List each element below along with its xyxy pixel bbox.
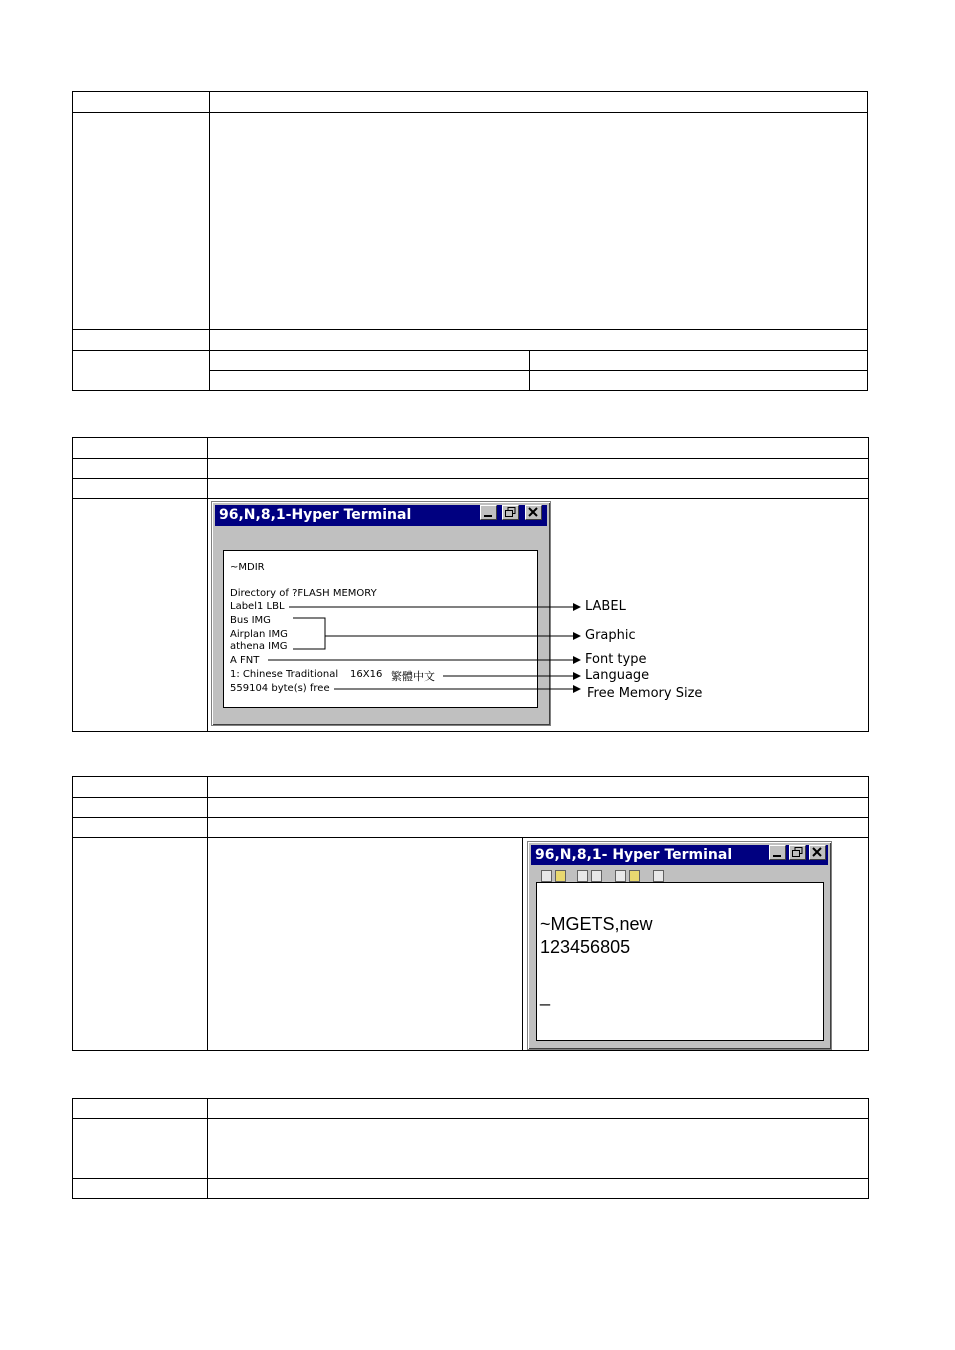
terminal-line: 123456805 — [540, 937, 631, 957]
table-4 — [72, 1098, 869, 1199]
restore-icon[interactable] — [502, 505, 519, 520]
table-2-cell — [208, 479, 869, 499]
callout-free-memory-size: Free Memory Size — [587, 686, 703, 701]
terminal-line: ~MGETS,new — [540, 914, 653, 934]
table-3-cell — [208, 818, 869, 838]
table-4-cell — [73, 1179, 208, 1199]
terminal-line: Label1 LBL — [230, 601, 285, 612]
table-2-cell — [73, 438, 208, 459]
restore-icon[interactable] — [789, 845, 806, 860]
receive-icon[interactable] — [629, 870, 640, 882]
terminal-line: Airplan IMG — [230, 629, 288, 640]
table-1-cell — [210, 330, 868, 351]
terminal-line: ~MDIR — [230, 562, 265, 573]
table-1-cell — [73, 330, 210, 351]
table-1-cell — [210, 92, 868, 113]
connect-icon[interactable] — [577, 870, 588, 882]
close-icon[interactable] — [525, 505, 542, 520]
callout-font-type: Font type — [585, 652, 647, 667]
table-1-cell — [73, 113, 210, 330]
terminal-line: A FNT — [230, 655, 260, 666]
table-1-cell — [210, 351, 530, 371]
minimize-icon[interactable] — [480, 505, 497, 520]
table-1-cell — [530, 371, 868, 391]
table-2-cell — [208, 438, 869, 459]
table-1-cell — [73, 351, 210, 391]
table-3-cell — [208, 838, 523, 1051]
table-3-cell — [73, 818, 208, 838]
table-1-cell — [73, 92, 210, 113]
terminal-line: 繁體中文 — [391, 670, 435, 683]
callout-language: Language — [585, 668, 650, 683]
table-4-cell — [208, 1179, 869, 1199]
terminal-line: Bus IMG — [230, 615, 271, 626]
callout-label: LABEL — [585, 599, 626, 614]
terminal-line: Directory of ?FLASH MEMORY — [230, 588, 377, 599]
table-1-cell — [530, 351, 868, 371]
close-icon[interactable] — [809, 845, 826, 860]
minimize-icon[interactable] — [769, 845, 786, 860]
terminal-screen-2 — [536, 882, 824, 1041]
table-3-cell — [208, 777, 869, 798]
table-1 — [72, 91, 868, 391]
table-2-cell — [73, 459, 208, 479]
table-4-cell — [208, 1099, 869, 1119]
terminal-line: 1: Chinese Traditional — [230, 669, 339, 680]
table-2-cell — [208, 459, 869, 479]
table-2-cell — [73, 479, 208, 499]
table-3-cell — [73, 777, 208, 798]
table-4-cell — [73, 1099, 208, 1119]
terminal-line: 559104 byte(s) free — [230, 683, 330, 694]
table-3-cell — [73, 798, 208, 818]
properties-icon[interactable] — [653, 870, 664, 882]
disconnect-icon[interactable] — [591, 870, 602, 882]
table-3-cell — [208, 798, 869, 818]
terminal-cursor: _ — [540, 986, 551, 1006]
callout-graphic: Graphic — [585, 628, 636, 643]
terminal-line: 16X16 — [350, 669, 383, 680]
table-3-cell — [73, 838, 208, 1051]
table-2-cell — [73, 499, 208, 732]
table-1-cell — [210, 371, 530, 391]
table-4-cell — [73, 1119, 208, 1179]
window-2-title: 96,N,8,1- Hyper Terminal — [531, 845, 828, 865]
table-1-cell — [210, 113, 868, 330]
open-folder-icon[interactable] — [555, 870, 566, 882]
window-1-title: 96,N,8,1-Hyper Terminal — [215, 505, 547, 526]
terminal-line: athena IMG — [230, 641, 288, 652]
new-file-icon[interactable] — [541, 870, 552, 882]
table-4-cell — [208, 1119, 869, 1179]
send-icon[interactable] — [615, 870, 626, 882]
